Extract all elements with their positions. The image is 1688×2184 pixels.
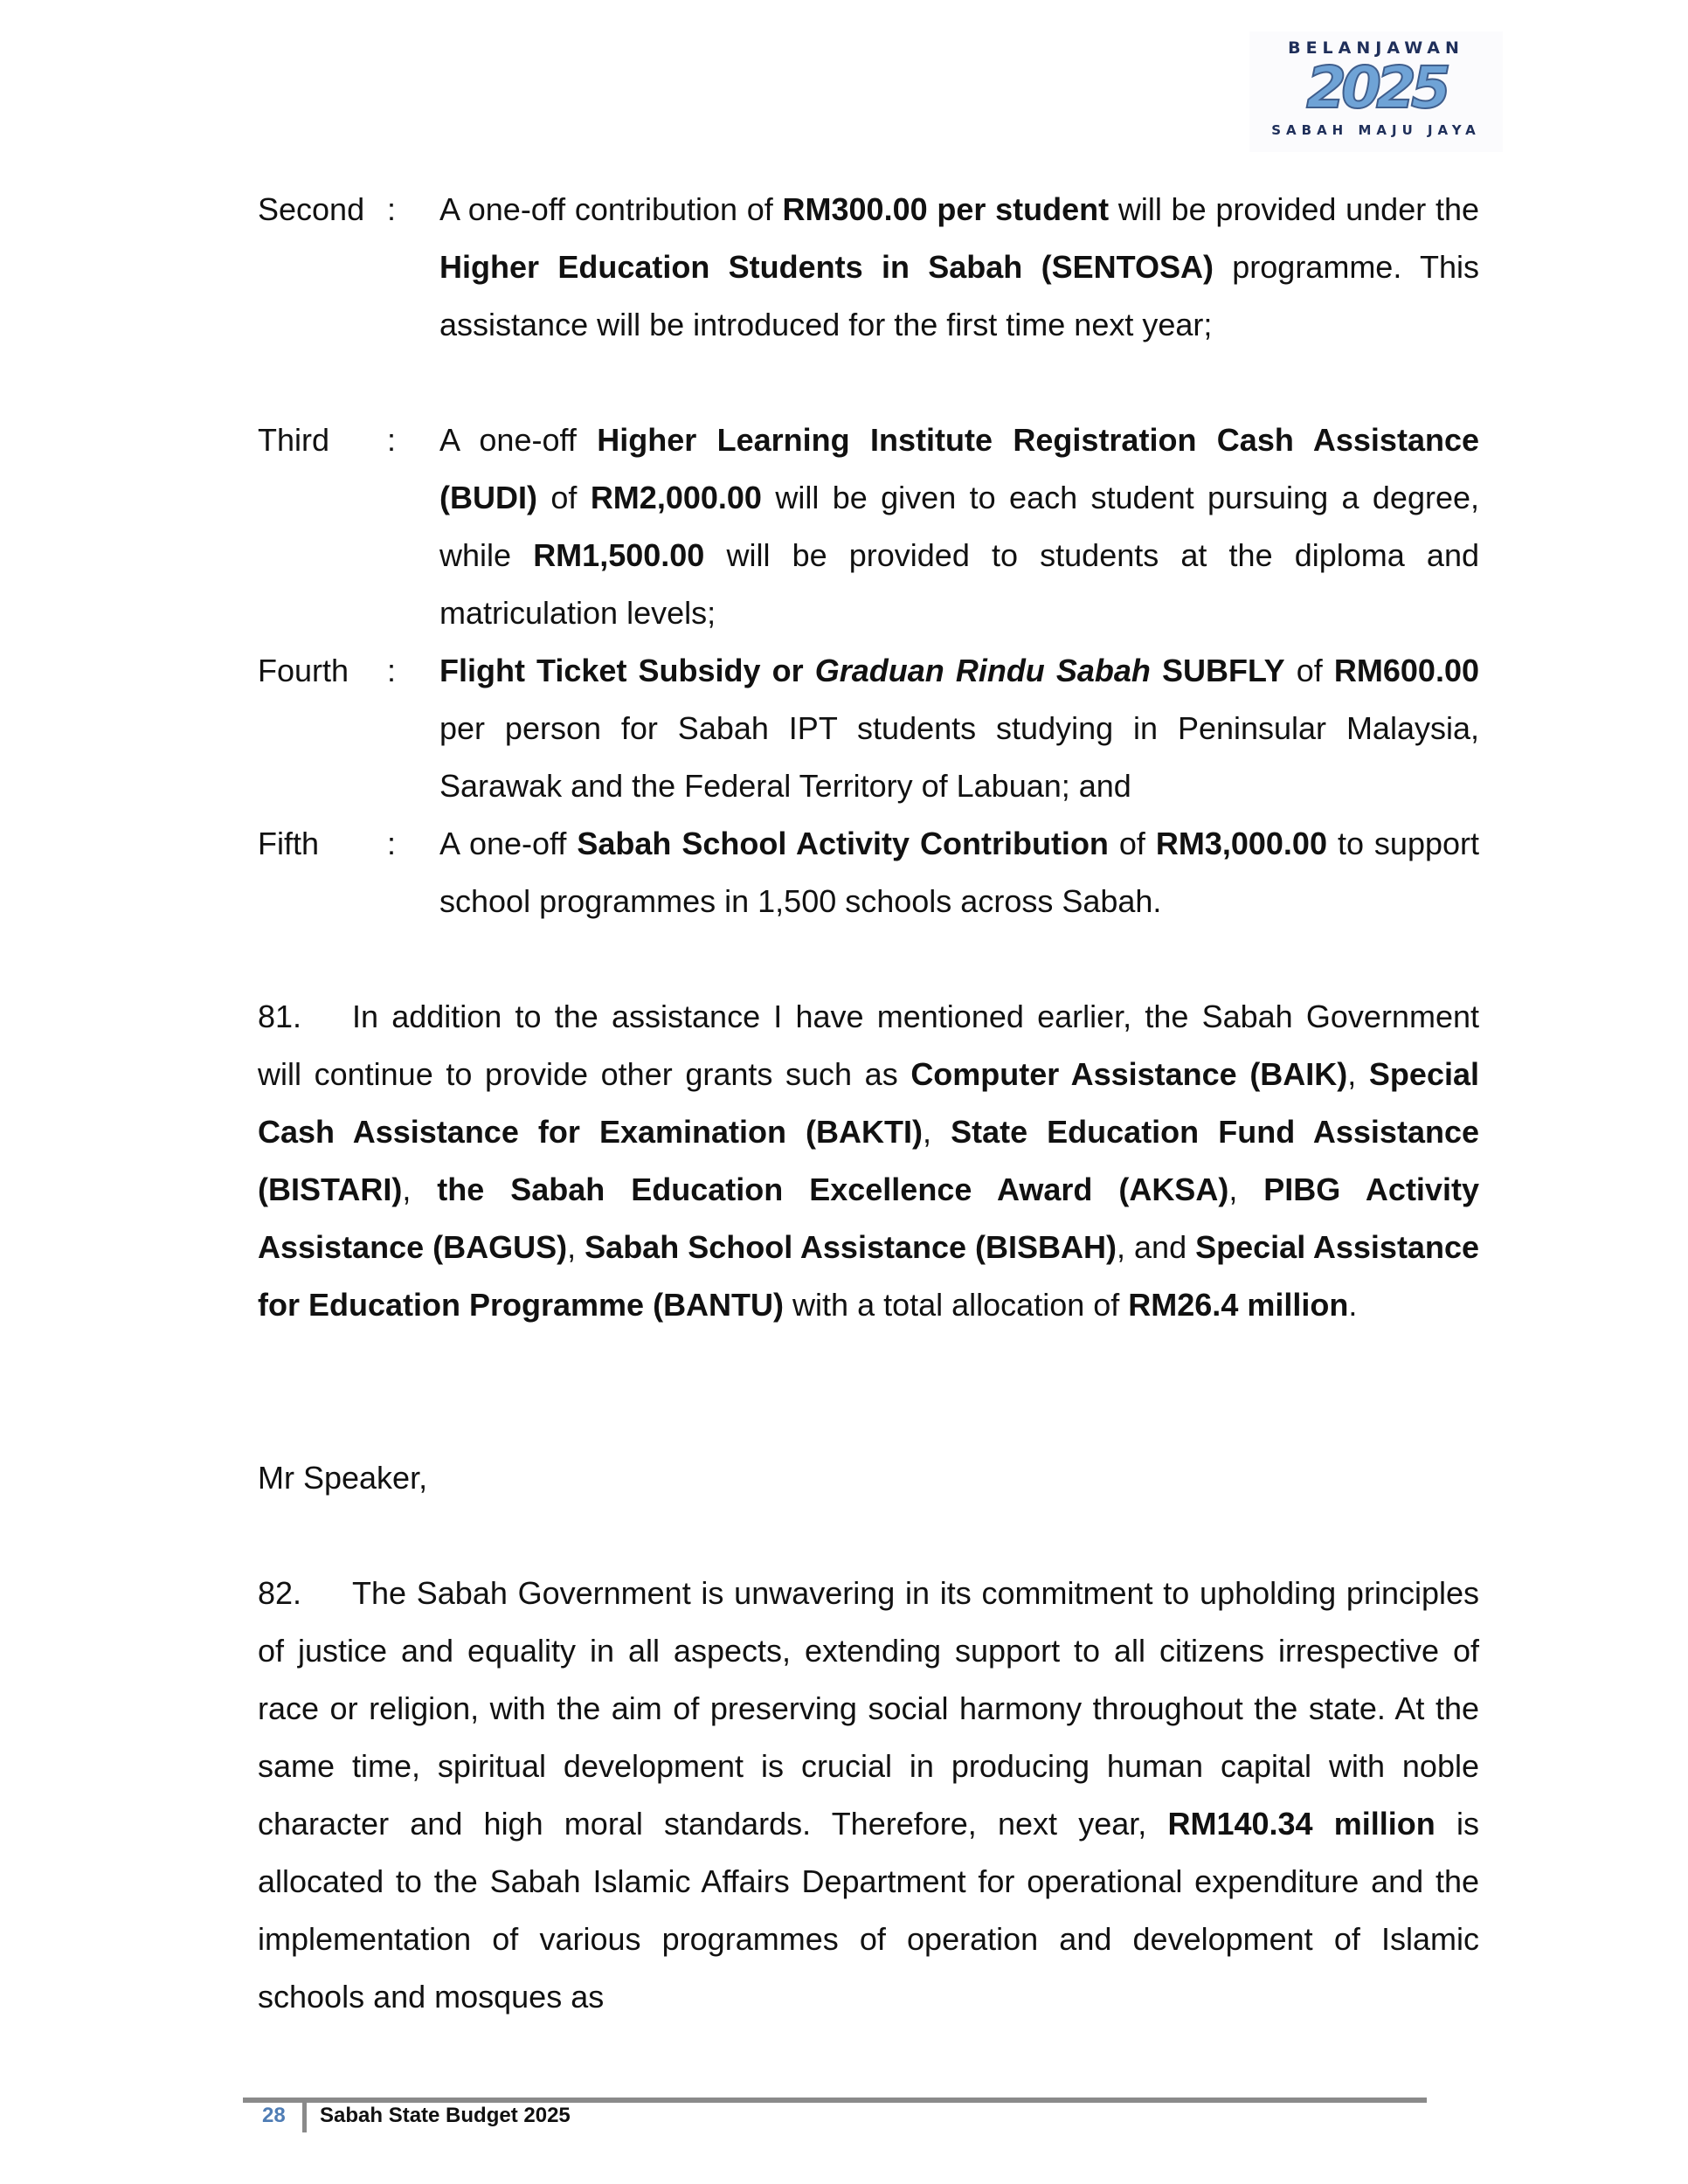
bold-text: State Education Fund Assistance (BISTARI)	[258, 1114, 1479, 1207]
item-body	[439, 181, 1479, 354]
bold-text: Computer Assistance (BAIK)	[910, 1056, 1348, 1092]
item-label: Second	[258, 191, 365, 227]
paragraph-body	[258, 1575, 1479, 2015]
bold-text: Special Cash Assistance for Examination (BAKTI)	[258, 1056, 1479, 1150]
bold-text: Special Assistance for Education Programme (BANTU)	[258, 1229, 1479, 1323]
text: The Sabah Government is unwavering in its commitment to upholding principles of justice and equality in all aspects, extending support to all citizens irrespective of race or religion, with the aim of preserving social harmony throughout the state. At the same time, spiritual development is crucial in producing human capital with noble character and high moral standards. Therefore, next year,	[258, 1575, 1479, 1842]
item-label: Third	[258, 422, 330, 458]
text: A one-off contribution of	[439, 191, 783, 227]
bold-text: RM140.34 million	[1167, 1806, 1435, 1842]
text: will be given to each student pursuing a degree, while	[439, 480, 1479, 573]
bold-text: Higher Education Students in Sabah (SENTOSA)	[439, 249, 1214, 285]
item-colon: :	[387, 653, 397, 688]
paragraph-number: 82.	[258, 1575, 302, 1611]
logo-year: 2025	[1306, 54, 1446, 121]
text: ,	[402, 1171, 438, 1207]
bold-text: SUBFLY	[1150, 653, 1285, 688]
text: ,	[567, 1229, 585, 1265]
footer-separator	[302, 2098, 307, 2132]
text: will be provided under the	[1109, 191, 1479, 227]
paragraph-81	[258, 988, 1479, 1334]
text: will be provided to students at the diploma and matriculation levels;	[439, 537, 1479, 631]
footer-title: Sabah State Budget 2025	[320, 2104, 571, 2127]
bold-text: RM3,000.00	[1155, 826, 1327, 861]
text: In addition to the assistance I have mentioned earlier, the Sabah Government will continue to provide other grants such as	[258, 999, 1479, 1092]
text: is allocated to the Sabah Islamic Affairs Department for operational expenditure and the implementation of various programmes of operation and development of Islamic schools and mosques as	[258, 1806, 1480, 2015]
bold-text: the Sabah Education Excellence Award (AKSA)	[437, 1171, 1229, 1207]
text: ,	[923, 1114, 951, 1150]
bold-text: RM26.4 million	[1128, 1287, 1349, 1323]
item-colon: :	[387, 191, 397, 227]
item-body	[439, 411, 1479, 642]
item-body	[439, 642, 1479, 815]
text: to support school programmes in 1,500 schools across Sabah.	[439, 826, 1479, 919]
paragraph-number: 81.	[258, 999, 302, 1034]
bold-text: RM600.00	[1333, 653, 1479, 688]
bold-text: Flight Ticket Subsidy or	[439, 653, 815, 688]
text: of	[1108, 826, 1156, 861]
text: , and	[1117, 1229, 1196, 1265]
bold-text: RM2,000.00	[590, 480, 762, 515]
item-colon: :	[387, 826, 397, 861]
paragraph-82	[258, 1565, 1479, 2026]
bold-text: Graduan Rindu Sabah	[814, 653, 1151, 688]
bold-text: RM1,500.00	[533, 537, 705, 573]
text: ,	[1347, 1056, 1369, 1092]
text: of	[536, 480, 591, 515]
bold-text: Higher Learning Institute Registration Cash Assistance (BUDI)	[439, 422, 1479, 515]
logo-top-text: BELANJAWAN	[1288, 38, 1464, 58]
item-colon: :	[387, 422, 397, 458]
text: ,	[1228, 1171, 1264, 1207]
text: .	[1348, 1287, 1358, 1323]
bold-text: PIBG Activity Assistance (BAGUS)	[258, 1171, 1479, 1265]
text: per person for Sabah IPT students studying in Peninsular Malaysia, Sarawak and the Federal Territory of Labuan; and	[439, 710, 1479, 804]
bold-text: Sabah School Assistance (BISBAH)	[585, 1229, 1117, 1265]
budget-2025-logo	[1249, 31, 1503, 152]
text: of	[1284, 653, 1334, 688]
salutation: Mr Speaker,	[258, 1460, 428, 1496]
footer-rule	[243, 2098, 1427, 2103]
text: A one-off	[439, 826, 578, 861]
logo-tagline: SABAH MAJU JAYA	[1271, 122, 1481, 138]
text: A one-off	[439, 422, 598, 458]
text: programme. This assistance will be introduced for the first time next year;	[439, 249, 1479, 342]
bold-text: Sabah School Activity Contribution	[577, 826, 1109, 861]
item-label: Fifth	[258, 826, 320, 861]
item-label: Fourth	[258, 653, 349, 688]
item-body	[439, 815, 1479, 930]
text: with a total allocation of	[784, 1287, 1129, 1323]
page-number: 28	[262, 2104, 286, 2127]
bold-text: RM300.00 per student	[782, 191, 1110, 227]
paragraph-body	[258, 999, 1479, 1323]
